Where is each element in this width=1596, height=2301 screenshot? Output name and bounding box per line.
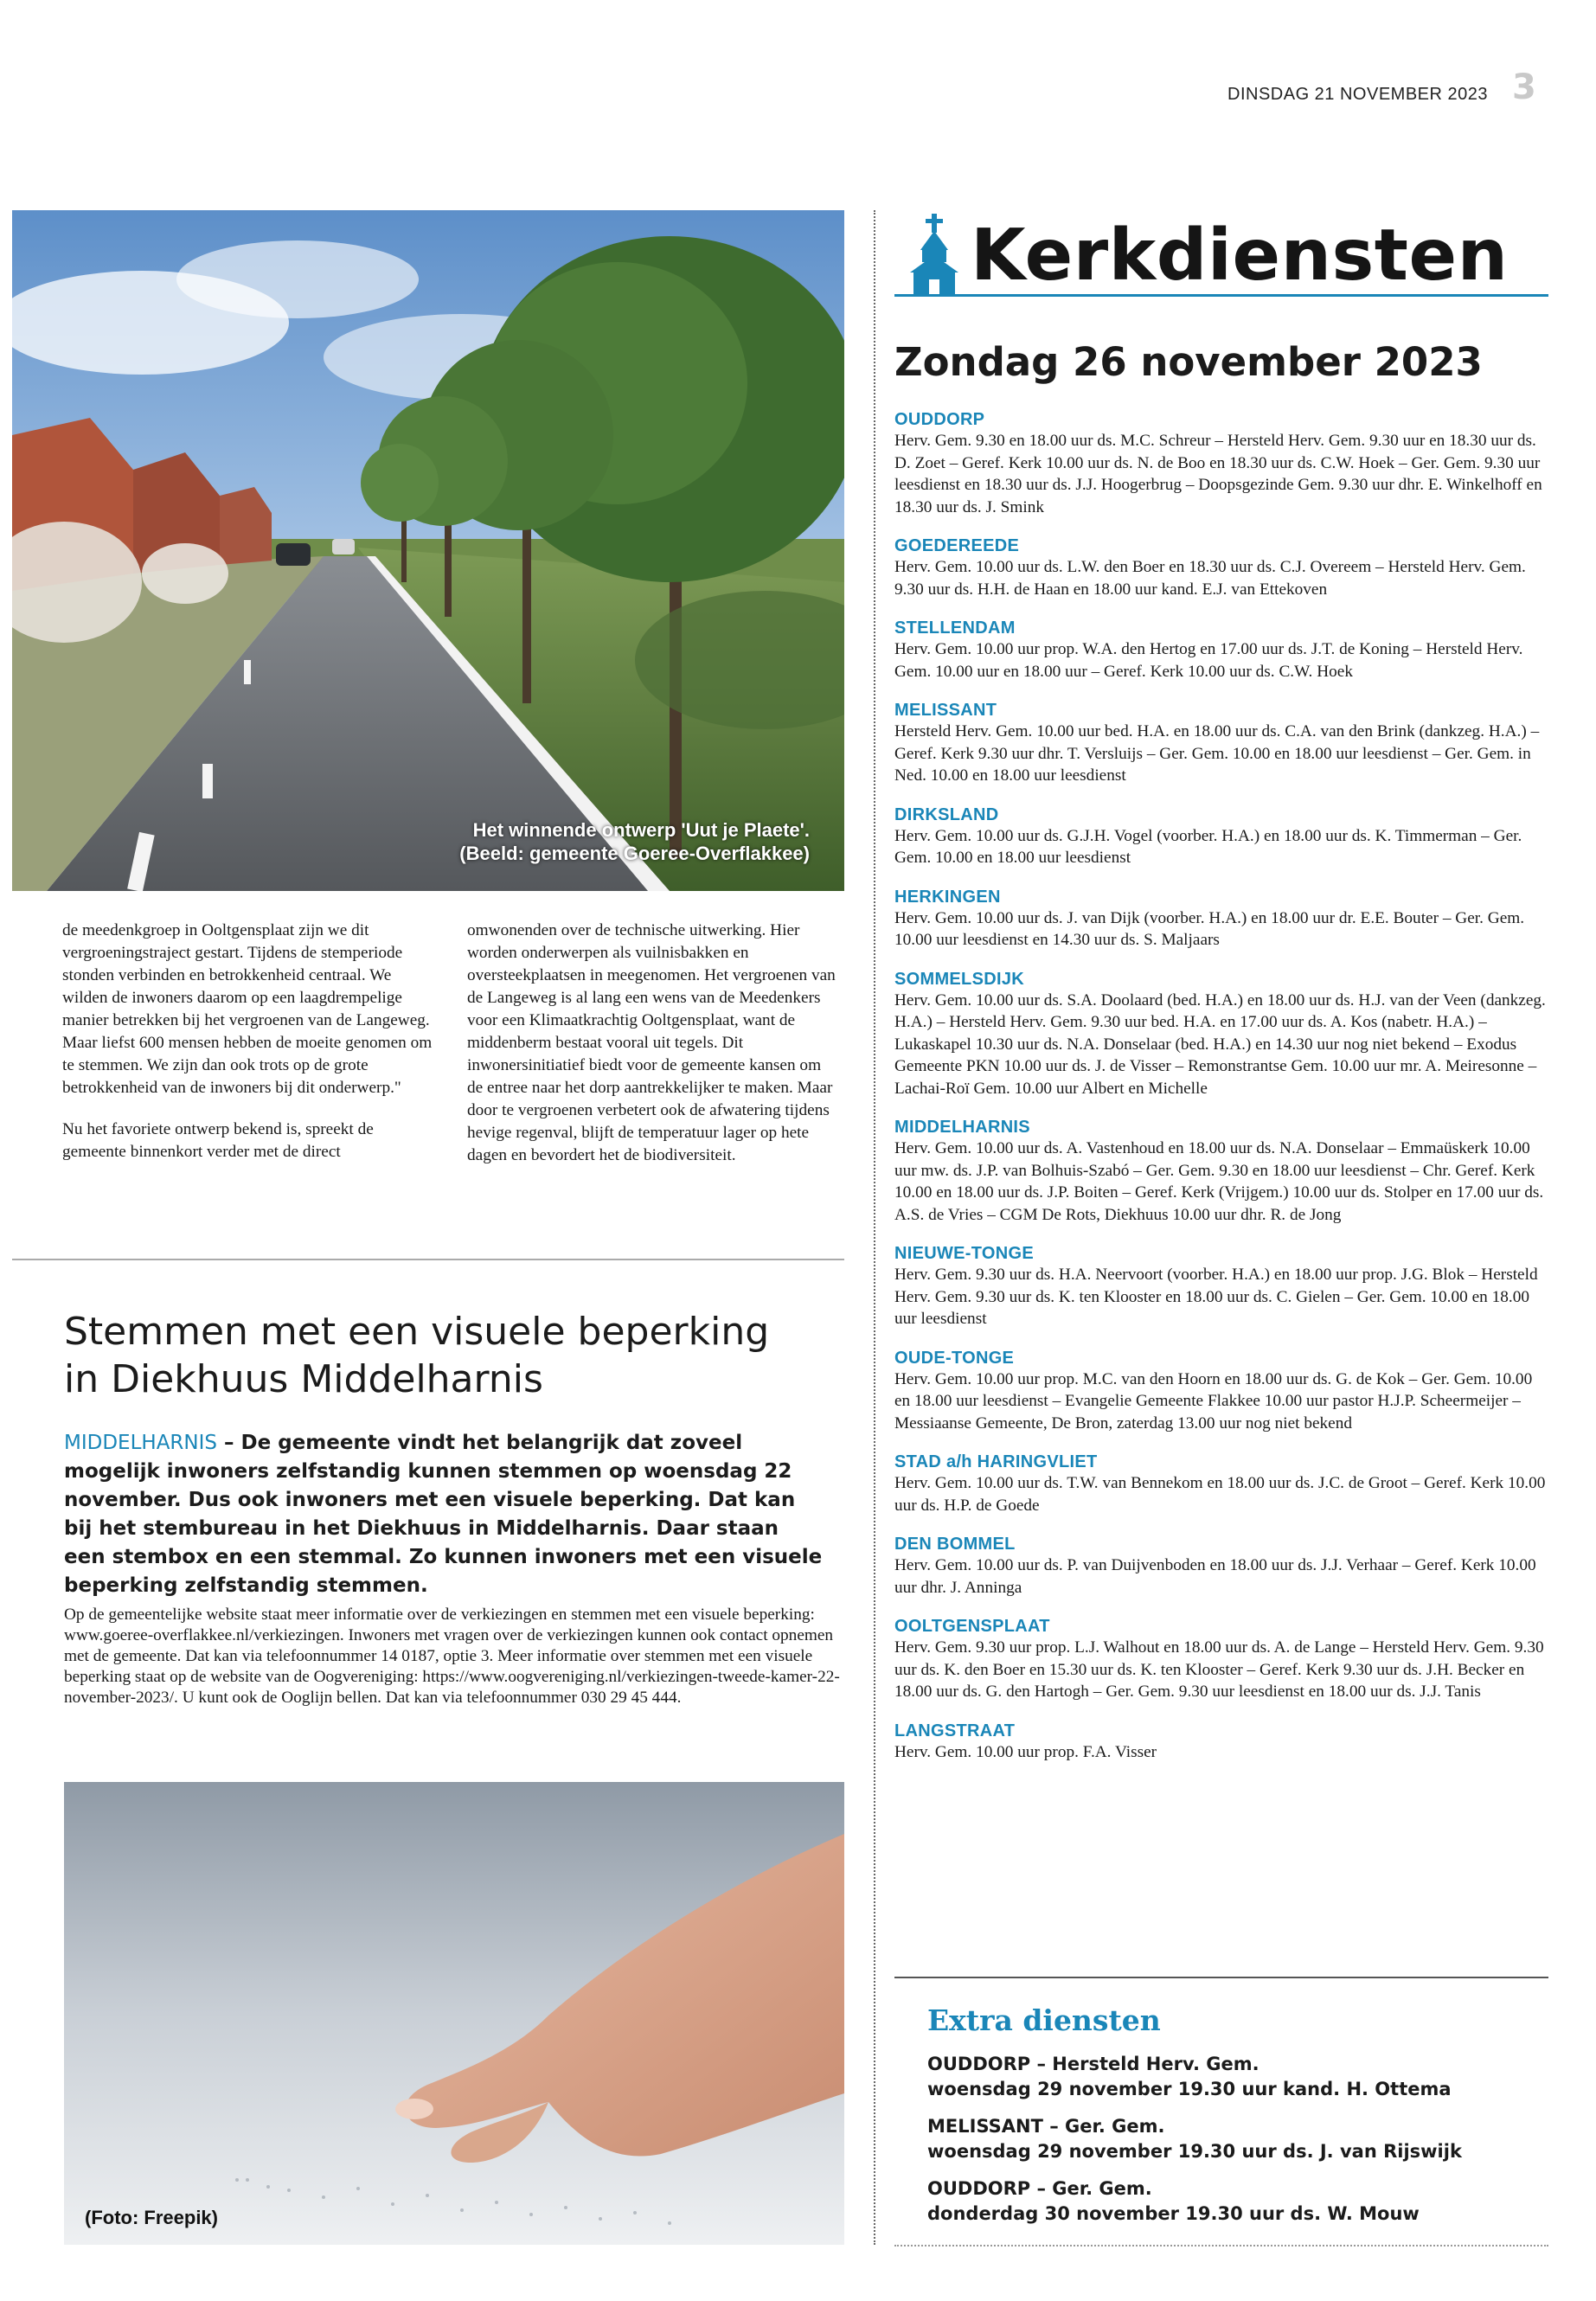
church-icon	[908, 212, 960, 298]
service-details: Herv. Gem. 10.00 uur ds. J. van Dijk (voorber. H.A.) en 18.00 uur dr. E.E. Bouter – Ger. Gem. 10.00 uur leesdienst en 14.30 uur ds. S. Maljaars	[894, 908, 1525, 949]
service-details: Herv. Gem. 10.00 uur ds. S.A. Doolaard (bed. H.A.) en 18.00 uur ds. H.J. van der Veen (dankzeg. H.A.) – Hersteld Herv. Gem. 9.30 uur bed. H.A. en 17.00 uur ds. A. Kos (nabetr. H.A.) – Lukaskapel 10.30 uur ds. N.A. Donselaar (bed. H.A.) en 14.30 uur nog niet bekend – Exodus Gemeente PKN 10.00 uur ds. J. de Visser – Remonstrantse Gem. 10.00 uur mr. A. Meiresonne – Lachai-Roï Gem. 10.00 uur Albert en Michelle	[894, 990, 1546, 1098]
road-photo-caption-line2: (Beeld: gemeente Goeree-Overflakkee)	[459, 843, 810, 864]
service-details: Herv. Gem. 10.00 uur ds. T.W. van Bennekom en 18.00 uur ds. J.C. de Groot – Geref. Kerk 10.00 uur ds. H.P. de Goede	[894, 1474, 1546, 1515]
service-entry	[894, 1452, 1552, 1516]
title-rule	[894, 294, 1548, 297]
service-place: OUDDORP	[894, 410, 985, 429]
article1-paragraph: omwonenden over de technische uitwerking. Hier worden onderwerpen als vuilnisbakken en oversteekplaatsen in meegenomen. Het vergroenen van de Langeweg is al lang een wens van de Meedenkers voor een Klimaatkrachtig Ooltgensplaat, want de middenberm bestaat vooral uit tegels. Dit inwonersinitiatief biedt voor de gemeente kansen om de entree naar het dorp aantrekkelijker te maken. Maar door te vergroenen verbetert ook de afwatering tijdens hevige regenval, blijft de temperatuur lager op hete dagen en bevordert het de biodiversiteit.	[467, 921, 836, 1164]
service-entry	[894, 700, 1552, 787]
service-place: DEN BOMMEL	[894, 1535, 1016, 1554]
article2-lead	[64, 1429, 825, 1600]
service-place: OUDE-TONGE	[894, 1348, 1015, 1368]
service-place: SOMMELSDIJK	[894, 969, 1024, 989]
service-details: Herv. Gem. 10.00 uur ds. L.W. den Boer en 18.30 uur ds. C.J. Overeem – Hersteld Herv. Gem. 9.30 uur ds. H.H. de Haan en 18.00 uur kand. E.J. van Ettekoven	[894, 558, 1526, 599]
extra-service-time: donderdag 30 november 19.30 uur ds. W. Mouw	[927, 2203, 1420, 2224]
article2-headline-line2: in Diekhuus Middelharnis	[64, 1357, 543, 1401]
article1-paragraph: Nu het favoriete ontwerp bekend is, spreekt de gemeente binnenkort verder met de direct	[62, 1120, 374, 1161]
service-details: Hersteld Herv. Gem. 10.00 uur bed. H.A. en 18.00 uur ds. C.A. van den Brink (dankzeg. H.A.) – Geref. Kerk 9.30 uur dhr. T. Versluijs – Ger. Gem. 10.00 en 18.00 uur leesdienst – Ger. Gem. in Ned. 10.00 en 18.00 uur leesdienst	[894, 722, 1540, 785]
service-entry	[894, 1117, 1552, 1226]
road-illustration	[12, 210, 844, 891]
page-number: 3	[1512, 67, 1536, 107]
service-place: MIDDELHARNIS	[894, 1118, 1030, 1137]
service-entry	[894, 804, 1552, 869]
article1-paragraph: de meedenkgroep in Ooltgensplaat zijn we dit vergroeningstraject gestart. Tijdens de stemperiode stonden verbinden en betrokkenheid centraal. We wilden de inwoners daarom op een laagdrempelige manier betrekken bij het vergroenen van de Langeweg. Maar liefst 600 mensen hebben de moeite genomen om te stemmen. We zijn dan ook trots op de grote betrokkenheid van de inwoners bij dit onderwerp."	[62, 921, 433, 1097]
service-details: Herv. Gem. 10.00 uur prop. W.A. den Hertog en 17.00 uur ds. J.T. de Koning – Hersteld Herv. Gem. 10.00 uur en 18.00 uur – Geref. Kerk 10.00 uur ds. C.W. Hoek	[894, 640, 1523, 681]
article1-column-b	[467, 920, 839, 1186]
service-details: Herv. Gem. 9.30 uur prop. L.J. Walhout en 18.00 uur ds. A. de Lange – Hersteld Herv. Gem. 9.30 uur ds. K. den Boer en 15.30 uur ds. K. ten Klooster – Geref. Kerk 9.30 uur ds. J.H. Becker en 18.00 uur ds. G. den Hartogh – Ger. Gem. 9.30 uur leesdienst en 18.00 uur ds. J.J. Tanis	[894, 1638, 1544, 1701]
extra-service-time: woensdag 29 november 19.30 uur kand. H. Ottema	[927, 2079, 1452, 2099]
extra-services-rule	[894, 1977, 1548, 1978]
services-list	[894, 409, 1552, 1780]
braille-illustration	[64, 1782, 844, 2245]
extra-service-location: OUDDORP – Hersteld Herv. Gem.	[927, 2054, 1259, 2074]
service-details: Herv. Gem. 9.30 en 18.00 uur ds. M.C. Schreur – Hersteld Herv. Gem. 9.30 uur en 18.30 uur ds. D. Zoet – Geref. Kerk 10.00 uur ds. N. de Boo en 18.30 uur ds. C.W. Hoek – Ger. Gem. 9.30 uur leesdienst en 18.30 uur ds. J.J. Hoogerbrug – Doopsgezinde Gem. 9.30 uur dhr. E. Winkelhoff en 18.30 uur ds. J. Smink	[894, 432, 1542, 516]
service-entry	[894, 618, 1552, 683]
service-entry	[894, 969, 1552, 1100]
service-entry	[894, 1243, 1552, 1330]
service-details: Herv. Gem. 10.00 uur ds. A. Vastenhoud en 18.00 uur ds. N.A. Donselaar – Emmaüskerk 10.00 uur mw. ds. J.P. van Bolhuis-Szabó – Ger. Gem. 9.30 en 18.00 uur leesdienst – Chr. Geref. Kerk 10.00 en 18.00 uur ds. J.P. Boiten – Geref. Kerk (Vrijgem.) 10.00 uur ds. Stolper en 17.00 uur ds. A.S. de Vries – CGM De Rots, Diekhuus 10.00 uur dhr. R. de Jong	[894, 1139, 1544, 1224]
road-photo-caption	[459, 818, 810, 865]
extra-service-item	[927, 2052, 1533, 2102]
article2-lead-text: – De gemeente vindt het belangrijk dat zoveel mogelijk inwoners zelfstandig kunnen stemmen op woensdag 22 november. Dus ook inwoners met een visuele beperking. Dat kan bij het stembureau in het Diekhuus in Middelharnis. Daar staan een stembox en een stemmal. Zo kunnen inwoners met een visuele beperking zelfstandig stemmen.	[64, 1432, 823, 1597]
service-date: Zondag 26 november 2023	[894, 339, 1483, 385]
braille-photo-caption: (Foto: Freepik)	[85, 2207, 218, 2228]
extra-service-item	[927, 2114, 1533, 2164]
header-date: DINSDAG 21 NOVEMBER 2023	[1227, 85, 1488, 104]
service-details: Herv. Gem. 10.00 uur prop. F.A. Visser	[894, 1742, 1157, 1761]
column-divider	[874, 210, 875, 2245]
bottom-rule	[894, 2245, 1548, 2247]
service-details: Herv. Gem. 10.00 uur prop. M.C. van den Hoorn en 18.00 uur ds. G. de Kok – Ger. Gem. 10.00 en 18.00 uur leesdienst – Evangelie Gemeente Flakkee 10.00 uur pastor H.J.P. Scheermeijer – Messiaanse Gemeente, De Bron, zaterdag 13.00 uur nog niet bekend	[894, 1369, 1533, 1433]
article2-headline	[64, 1308, 825, 1403]
service-place: STELLENDAM	[894, 619, 1016, 638]
kerkdiensten-title: Kerkdiensten	[971, 215, 1509, 297]
extra-services-title: Extra diensten	[927, 2003, 1161, 2037]
article2-headline-line1: Stemmen met een visuele beperking	[64, 1310, 770, 1354]
service-details: Herv. Gem. 10.00 uur ds. G.J.H. Vogel (voorber. H.A.) en 18.00 uur ds. K. Timmerman – Ger. Gem. 10.00 en 18.00 uur leesdienst	[894, 826, 1522, 867]
extra-service-location: OUDDORP – Ger. Gem.	[927, 2178, 1152, 2199]
article1-column-a	[62, 920, 434, 1183]
road-design-photo	[12, 210, 844, 891]
service-entry	[894, 535, 1552, 600]
service-entry	[894, 887, 1552, 952]
extra-service-location: MELISSANT – Ger. Gem.	[927, 2116, 1165, 2137]
service-entry	[894, 1348, 1552, 1435]
service-details: Herv. Gem. 10.00 uur ds. P. van Duijvenboden en 18.00 uur ds. J.J. Verhaar – Geref. Kerk 10.00 uur dhr. J. Anninga	[894, 1556, 1536, 1597]
extra-services-list	[927, 2052, 1533, 2239]
article2-body: Op de gemeentelijke website staat meer informatie over de verkiezingen en stemmen met een visuele beperking: www.goeree-overflakkee.nl/verkiezingen. Inwoners met vragen over de verkiezingen kunnen ook contact opnemen met de gemeente. Dat kan via telefoonnummer 14 0187, optie 3. Meer informatie over stemmen met een visuele beperking staat op de website van de Oogvereniging: https://www.oogvereniging.nl/verkiezingen-tweede-kamer-22-november-2023/. U kunt ook de Ooglijn bellen. Dat kan via telefoonnummer 030 29 45 444.	[64, 1606, 840, 1707]
service-place: HERKINGEN	[894, 887, 1001, 907]
road-photo-caption-line1: Het winnende ontwerp 'Uut je Plaete'.	[472, 819, 810, 841]
service-entry	[894, 1534, 1552, 1599]
service-place: DIRKSLAND	[894, 804, 999, 824]
service-details: Herv. Gem. 9.30 uur ds. H.A. Neervoort (voorber. H.A.) en 18.00 uur prop. J.G. Blok – Hersteld Herv. Gem. 9.30 uur ds. K. ten Klooster en 18.00 uur ds. C. Gielen – Ger. Gem. 10.00 en 18.00 uur leesdienst	[894, 1266, 1538, 1328]
section-divider	[12, 1259, 844, 1260]
extra-service-time: woensdag 29 november 19.30 uur ds. J. van Rijswijk	[927, 2141, 1462, 2162]
service-place: LANGSTRAAT	[894, 1721, 1016, 1740]
service-place: OOLTGENSPLAAT	[894, 1617, 1050, 1636]
service-entry	[894, 1721, 1552, 1764]
service-entry	[894, 1616, 1552, 1703]
service-place: NIEUWE-TONGE	[894, 1244, 1035, 1263]
service-entry	[894, 409, 1552, 518]
service-place: MELISSANT	[894, 701, 997, 720]
service-place: STAD a/h HARINGVLIET	[894, 1452, 1098, 1471]
extra-service-item	[927, 2176, 1533, 2227]
service-place: GOEDEREEDE	[894, 536, 1020, 555]
braille-photo	[64, 1782, 844, 2245]
article2-dateline: MIDDELHARNIS	[64, 1432, 217, 1454]
